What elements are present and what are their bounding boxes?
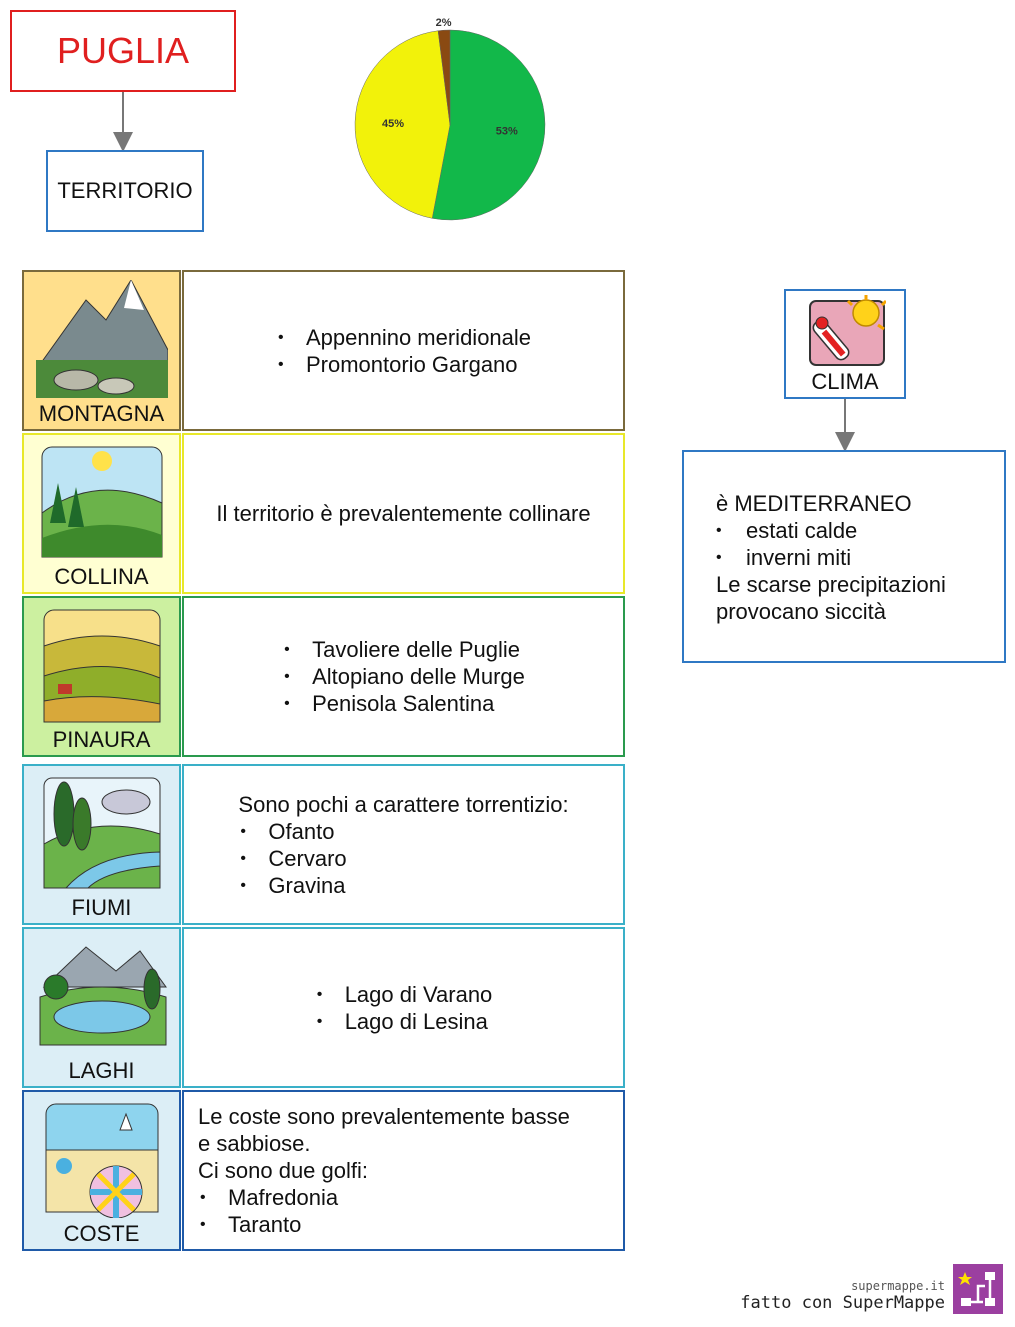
clima-description	[682, 450, 1006, 663]
bullet-list	[198, 1184, 570, 1238]
row-description-coste	[182, 1090, 625, 1251]
list-item: • Appennino meridionale	[276, 324, 531, 351]
bullet-list	[315, 981, 493, 1035]
row-label: COLLINA	[54, 564, 149, 589]
row-description-collina	[182, 433, 625, 594]
pie-slice-label: 2%	[435, 17, 452, 30]
footer-site: supermappe.it	[851, 1279, 945, 1293]
plain-icon	[36, 606, 168, 724]
list-item: • Tavoliere delle Puglie	[282, 636, 525, 663]
row-icon-fiumi[interactable]	[22, 764, 181, 925]
pie-slice-label: 53%	[495, 125, 518, 138]
description-line: e sabbiose.	[198, 1131, 311, 1156]
row-icon-collina[interactable]	[22, 433, 181, 594]
list-item: • Mafredonia	[198, 1184, 570, 1211]
pie-chart	[340, 14, 560, 236]
thermometer-sun-icon	[808, 295, 886, 367]
list-item: • Altopiano delle Murge	[282, 663, 525, 690]
territorio-label: TERRITORIO	[57, 178, 193, 203]
clima-label: CLIMA	[811, 369, 879, 394]
river-icon	[36, 774, 168, 892]
footer-made-with: fatto con SuperMappe	[740, 1293, 945, 1313]
row-description-laghi	[182, 927, 625, 1088]
list-item: • Cervaro	[238, 845, 568, 872]
bullet-list	[276, 324, 531, 378]
row-label: COSTE	[63, 1221, 140, 1246]
bullet-list	[282, 636, 525, 717]
list-item: • estati calde	[716, 517, 1004, 544]
mountain-icon	[36, 280, 168, 398]
list-item: • Promontorio Gargano	[276, 351, 531, 378]
map-title: PUGLIA	[56, 30, 190, 71]
row-label: FIUMI	[71, 895, 132, 920]
row-description-pianura	[182, 596, 625, 757]
list-item: • Taranto	[198, 1211, 570, 1238]
list-item: • inverni miti	[716, 544, 1004, 571]
list-item: • Lago di Lesina	[315, 1008, 493, 1035]
row-label: PINAURA	[52, 727, 151, 752]
description-line: Le coste sono prevalentemente basse	[198, 1104, 570, 1129]
beach-icon	[36, 1100, 168, 1218]
bullet-list	[238, 818, 568, 899]
row-icon-montagna[interactable]	[22, 270, 181, 431]
description-line: Sono pochi a carattere torrentizio:	[238, 791, 569, 817]
row-label: MONTAGNA	[38, 401, 165, 426]
list-item: • Gravina	[238, 872, 568, 899]
clima-node[interactable]	[784, 289, 906, 399]
lake-icon	[36, 937, 168, 1055]
clima-outro-line: Le scarse precipitazioni	[716, 572, 946, 597]
row-description-fiumi	[182, 764, 625, 925]
pie-slice-label: 45%	[382, 118, 405, 131]
list-item: • Lago di Varano	[315, 981, 493, 1008]
row-icon-laghi[interactable]	[22, 927, 181, 1088]
description-line: Ci sono due golfi:	[198, 1158, 368, 1183]
clima-outro-line: provocano siccità	[716, 599, 886, 624]
list-item: • Ofanto	[238, 818, 568, 845]
list-item: • Penisola Salentina	[282, 690, 525, 717]
row-icon-coste[interactable]	[22, 1090, 181, 1251]
title-node[interactable]	[10, 10, 236, 92]
row-icon-pianura[interactable]	[22, 596, 181, 757]
row-label: LAGHI	[68, 1058, 135, 1083]
clima-intro: è MEDITERRANEO	[716, 491, 912, 516]
row-description-montagna	[182, 270, 625, 431]
clima-list	[716, 517, 1004, 571]
hill-icon	[36, 443, 168, 561]
territorio-node[interactable]	[46, 150, 204, 232]
footer	[740, 1279, 945, 1313]
description-line: Il territorio è prevalentemente collinare	[216, 501, 591, 526]
supermappe-logo	[953, 1264, 1003, 1314]
